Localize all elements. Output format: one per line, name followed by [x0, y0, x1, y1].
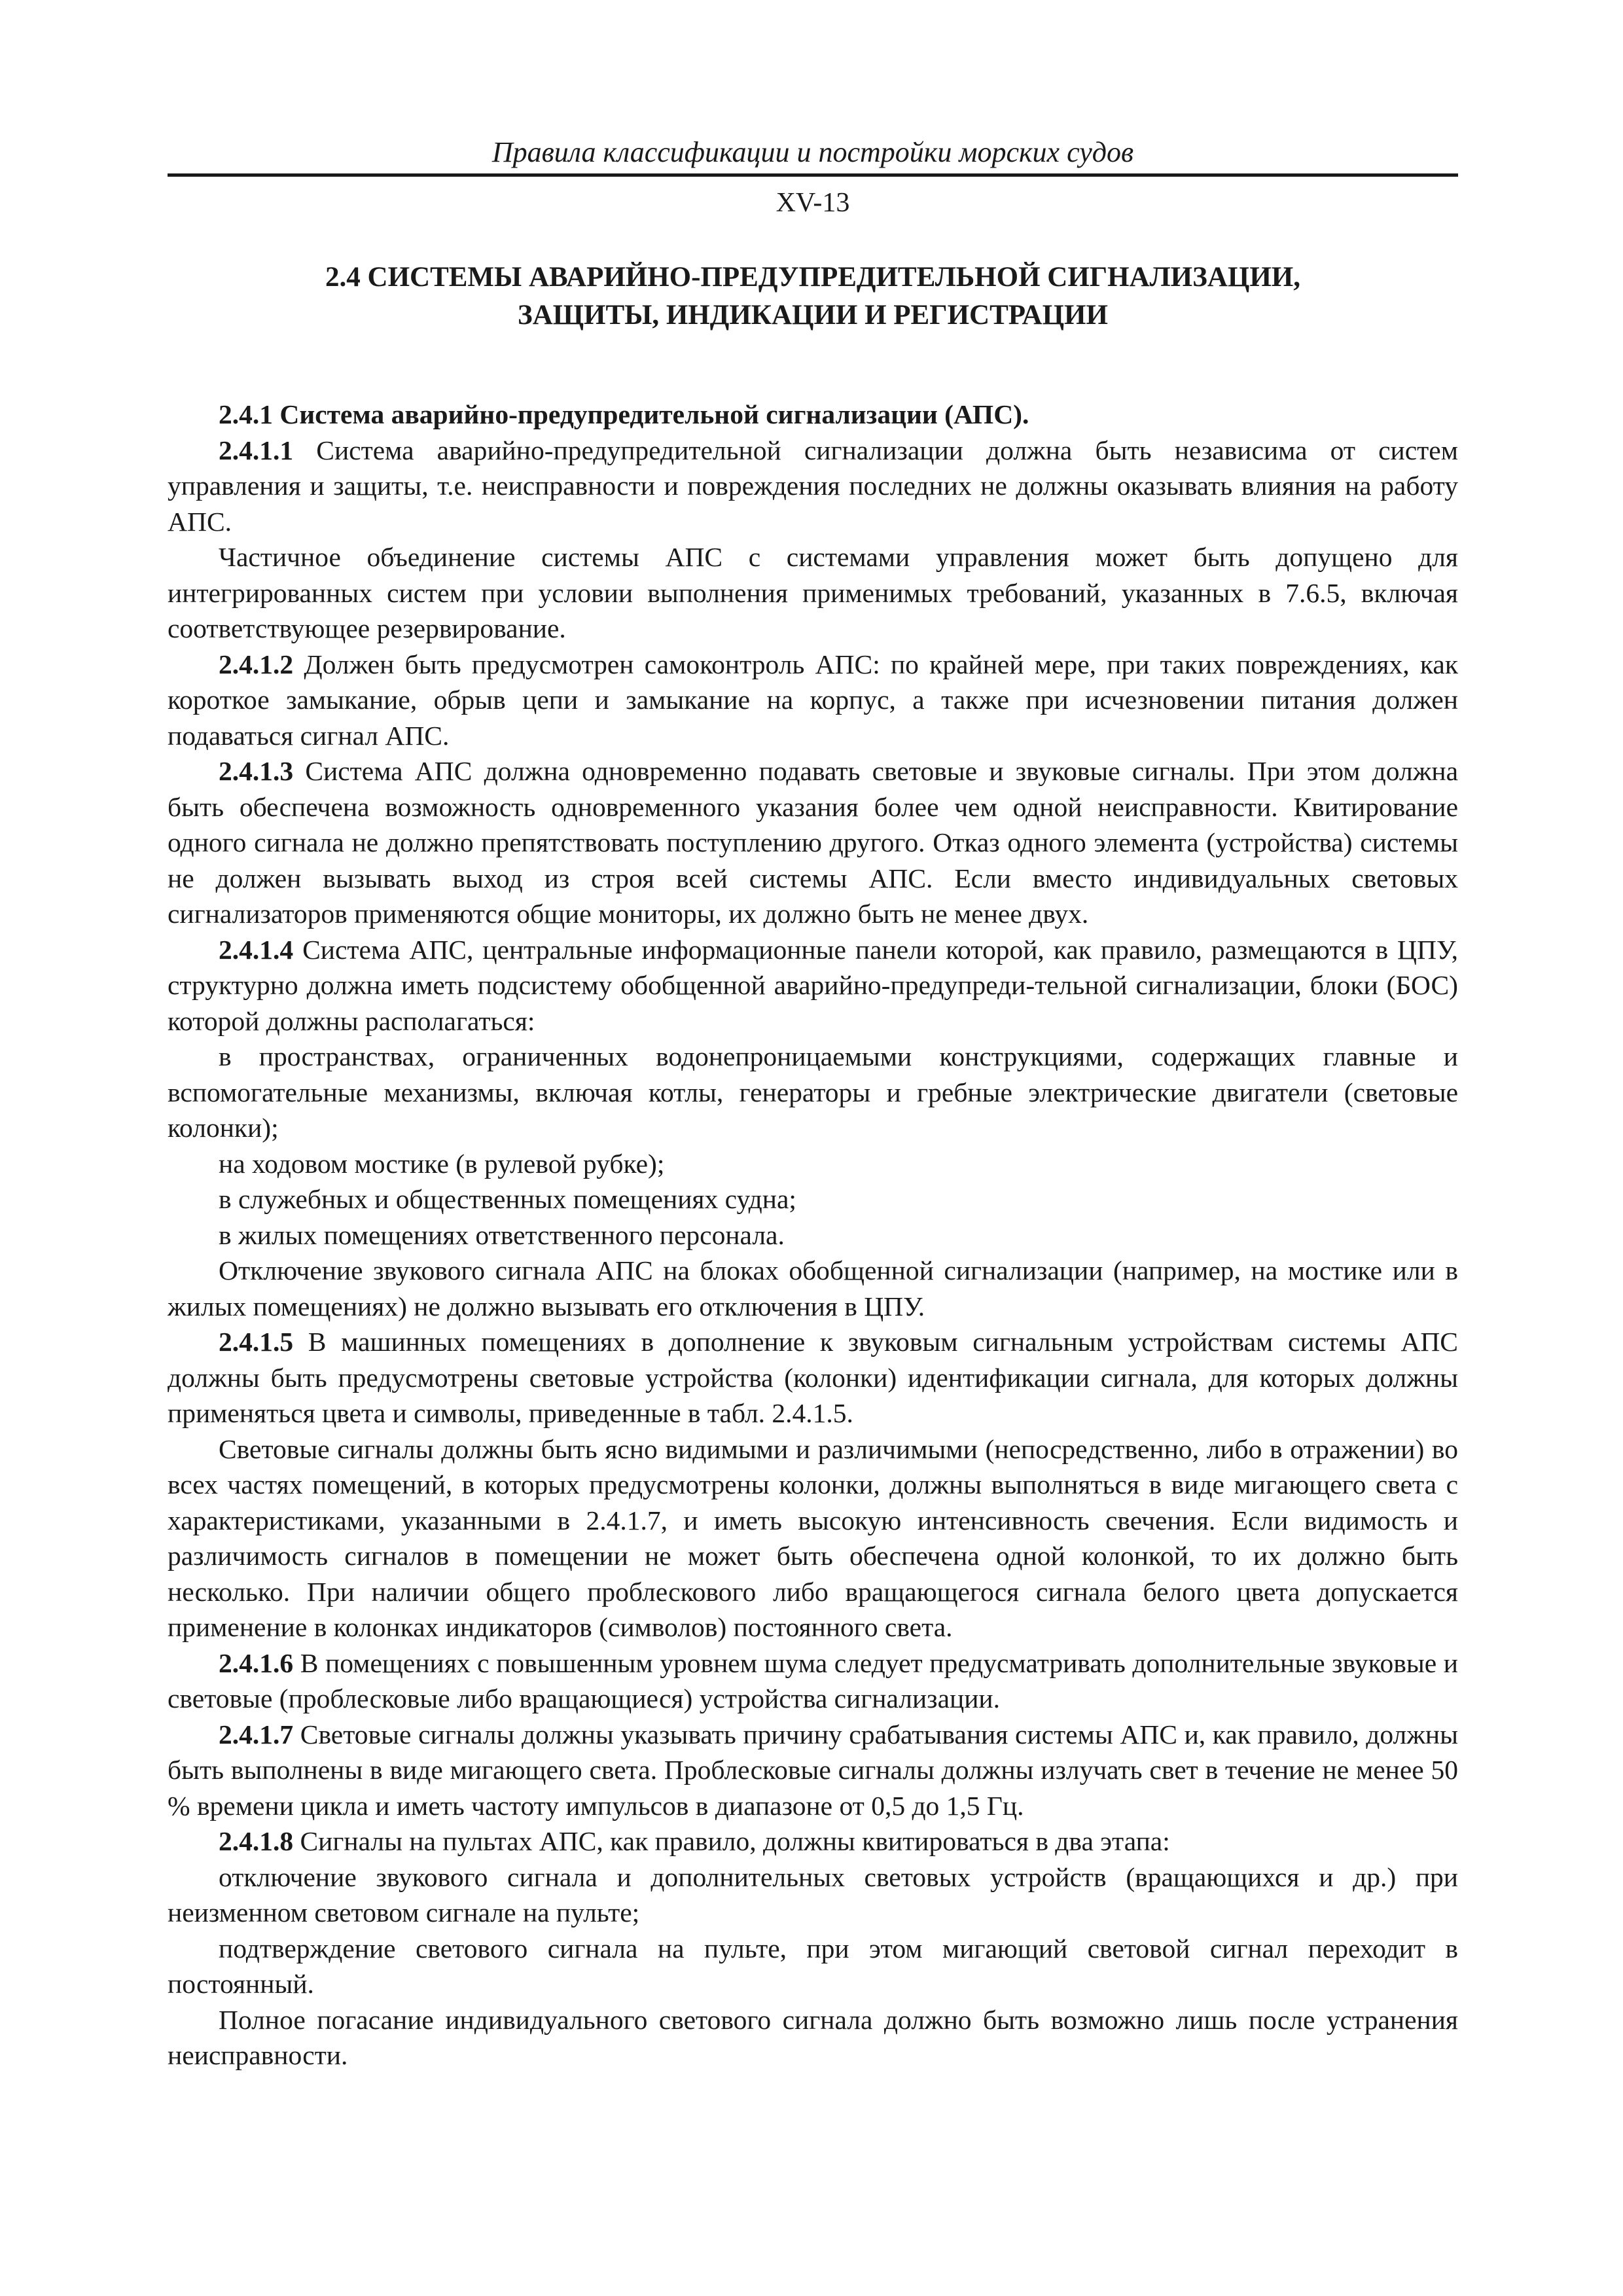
paragraph-text: Должен быть предусмотрен самоконтроль АПС: по крайней мере, при таких повреждениях, как короткое замыкание, обрыв цепи и замыкание на корпус, а также при исчезновении питания должен подаваться сигнал АПС.	[168, 649, 1458, 751]
document-body	[168, 259, 1458, 2073]
paragraph-text: Световые сигналы должны указывать причину срабатывания системы АПС и, как правило, должны быть выполнены в виде мигающего света. Проблесковые сигналы должны излучать свет в течение не менее 50 % времени цикла и иметь частоту импульсов в диапазоне от 0,5 до 1,5 Гц.	[168, 1719, 1458, 1821]
paragraph	[168, 1181, 1458, 1217]
paragraph-text: подтверждение светового сигнала на пульте, при этом мигающий световой сигнал переходит в постоянный.	[168, 1933, 1458, 1999]
paragraph-text: Частичное объединение системы АПС с системами управления может быть допущено для интегрированных систем при условии выполнения применимых требований, указанных в 7.6.5, включая соответствующее резервирование.	[168, 542, 1458, 643]
paragraph-text: на ходовом мостике (в рулевой рубке);	[219, 1148, 665, 1179]
paragraph-number: 2.4.1.5	[219, 1327, 294, 1357]
paragraph	[168, 647, 1458, 754]
paragraph	[168, 1823, 1458, 1859]
paragraph-number: 2.4.1 Система аварийно-предупредительной сигнализации (АПС).	[219, 399, 1029, 429]
paragraph	[168, 1717, 1458, 1824]
paragraph-number: 2.4.1.3	[219, 756, 294, 786]
paragraph	[168, 1039, 1458, 1146]
paragraph-text: Отключение звукового сигнала АПС на блоках обобщенной сигнализации (например, на мостике или в жилых помещениях) не должно вызывать его отключения в ЦПУ.	[168, 1255, 1458, 1321]
paragraph	[168, 932, 1458, 1039]
paragraph	[168, 1146, 1458, 1182]
paragraph	[168, 1645, 1458, 1717]
paragraph-text: Система АПС должна одновременно подавать световые и звуковые сигналы. При этом должна быть обеспечена возможность одновременного указания более чем одной неисправности. Квитирование одного сигнала не должно препятствовать поступлению другого. Отказ одного элемента (устройства) системы не должен вызывать выход из строя всей системы АПС. Если вместо индивидуальных световых сигнализаторов применяются общие мониторы, их должно быть не менее двух.	[168, 756, 1458, 929]
paragraph-number: 2.4.1.8	[219, 1826, 294, 1856]
paragraph-text: в пространствах, ограниченных водонепроницаемыми конструкциями, содержащих главные и вспомогательные механизмы, включая котлы, генераторы и гребные электрические двигатели (световые колонки);	[168, 1041, 1458, 1143]
paragraph-text: в жилых помещениях ответственного персонала.	[219, 1219, 785, 1250]
paragraph	[168, 1859, 1458, 1931]
paragraph	[168, 753, 1458, 932]
paragraph	[168, 539, 1458, 647]
paragraph-number: 2.4.1.2	[219, 649, 294, 679]
paragraph	[168, 1324, 1458, 1431]
paragraph-text: Система аварийно-предупредительной сигнализации должна быть независима от систем управления и защиты, т.е. неисправности и повреждения последних не должны оказывать влияния на работу АПС.	[168, 435, 1458, 537]
paragraph-text: Сигналы на пультах АПС, как правило, должны квитироваться в два этапа:	[293, 1826, 1170, 1856]
paragraph-text: Полное погасание индивидуального светового сигнала должно быть возможно лишь после устранения неисправности.	[168, 2004, 1458, 2070]
subsection-heading	[168, 397, 1458, 433]
page-header	[168, 134, 1458, 220]
paragraph	[168, 1253, 1458, 1324]
paragraph	[168, 433, 1458, 540]
paragraph-text: Световые сигналы должны быть ясно видимыми и различимыми (непосредственно, либо в отражении) во всех частях помещений, в которых предусмотрены колонки, должны выполняться в виде мигающего света с характеристиками, указанными в 2.4.1.7, и иметь высокую интенсивность свечения. Если видимость и различимость сигналов в помещении не может быть обеспечена одной колонкой, то их должно быть несколько. При наличии общего проблескового либо вращающегося сигнала белого цвета допускается применение в колонках индикаторов (символов) постоянного света.	[168, 1433, 1458, 1642]
section-title-line-2: ЗАЩИТЫ, ИНДИКАЦИИ И РЕГИСТРАЦИИ	[518, 300, 1108, 331]
paragraph	[168, 1217, 1458, 1253]
page-number: XV-13	[776, 188, 850, 218]
header-rule	[168, 173, 1458, 177]
section-title	[168, 259, 1458, 334]
running-title: Правила классификации и постройки морских судов	[491, 136, 1134, 168]
paragraph	[168, 2002, 1458, 2073]
paragraph-text: в служебных и общественных помещениях судна;	[219, 1184, 796, 1214]
paragraph-number: 2.4.1.4	[219, 934, 294, 965]
paragraph-number: 2.4.1.7	[219, 1719, 294, 1749]
section-title-line-1: 2.4 СИСТЕМЫ АВАРИЙНО-ПРЕДУПРЕДИТЕЛЬНОЙ СИГНАЛИЗАЦИИ,	[325, 262, 1300, 293]
paragraph-text: отключение звукового сигнала и дополнительных световых устройств (вращающихся и др.) при неизменном световом сигнале на пульте;	[168, 1861, 1458, 1928]
paragraph	[168, 1931, 1458, 2002]
paragraph-text: В машинных помещениях в дополнение к звуковым сигнальным устройствам системы АПС должны быть предусмотрены световые устройства (колонки) идентификации сигнала, для которых должны применяться цвета и символы, приведенные в табл. 2.4.1.5.	[168, 1327, 1458, 1428]
paragraph-text: В помещениях с повышенным уровнем шума следует предусматривать дополнительные звуковые и световые (проблесковые либо вращающиеся) устройства сигнализации.	[168, 1647, 1458, 1713]
paragraph	[168, 1431, 1458, 1645]
paragraph-text: Система АПС, центральные информационные панели которой, как правило, размещаются в ЦПУ, структурно должна иметь подсистему обобщенной аварийно-предупреди-тельной сигнализации, блоки (БОС) которой должны располагаться:	[168, 934, 1458, 1036]
paragraph-number: 2.4.1.1	[219, 435, 294, 465]
paragraph-number: 2.4.1.6	[219, 1647, 294, 1678]
